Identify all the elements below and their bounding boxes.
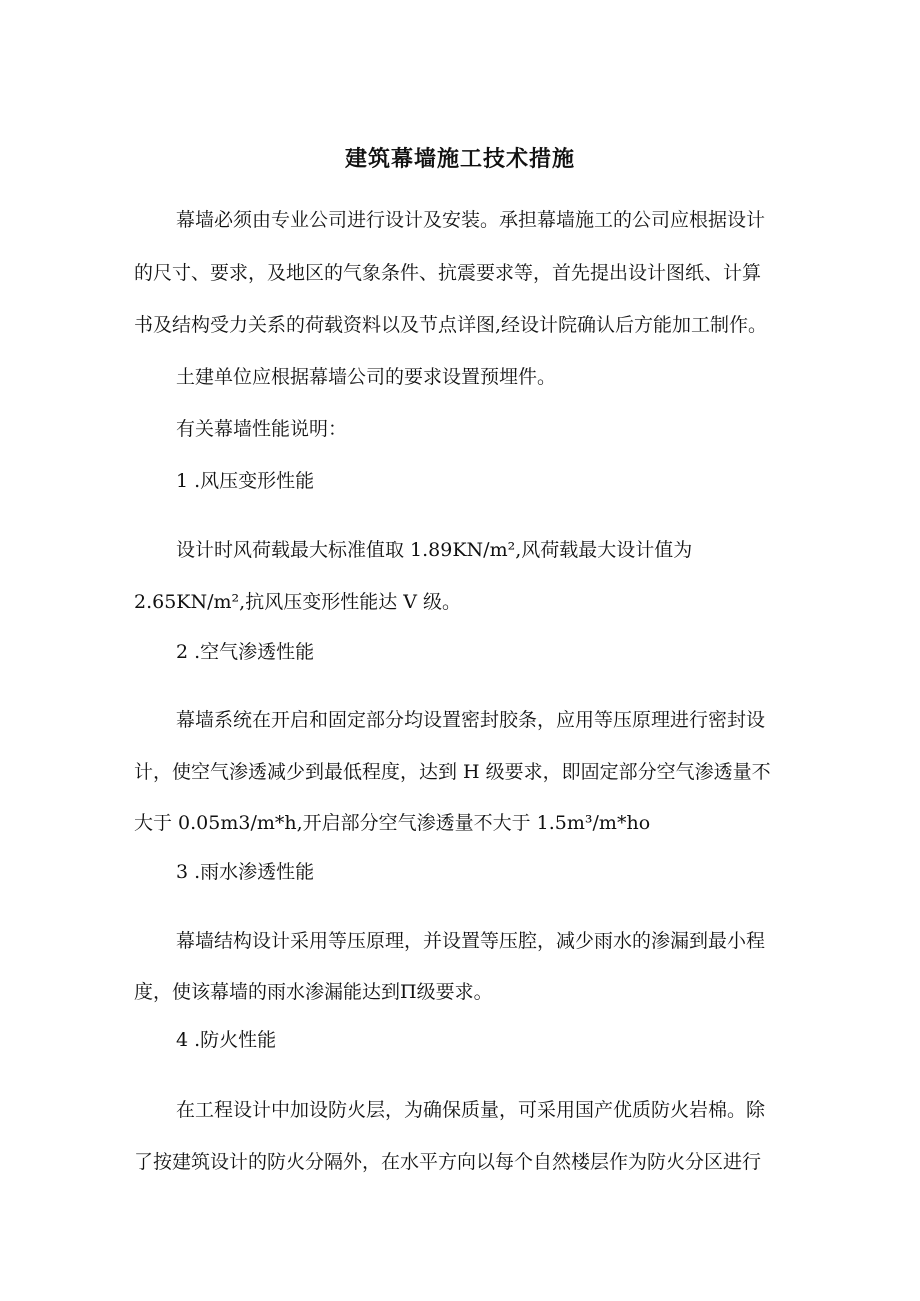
document-title: 建筑幕墙施工技术措施	[344, 147, 575, 172]
paragraph-line: 有关幕墙性能说明：	[176, 418, 348, 440]
paragraph-line: 大于 0.05m3∕m*h,开启部分空气渗透量不大于 1.5m³∕m*ho	[134, 812, 651, 834]
paragraph-line: 的尺寸、要求，及地区的气象条件、抗震要求等，首先提出设计图纸、计算	[134, 262, 762, 284]
paragraph-line: 度，使该幕墙的雨水渗漏能达到Π级要求。	[134, 981, 493, 1003]
paragraph-line: 在工程设计中加设防火层，为确保质量，可采用国产优质防火岩棉。除	[176, 1099, 766, 1121]
paragraph-line: 土建单位应根据幕墙公司的要求设置预埋件。	[176, 366, 557, 388]
section-heading: 4 .防火性能	[176, 1029, 277, 1051]
paragraph-line: 幕墙必须由专业公司进行设计及安装。承担幕墙施工的公司应根据设计	[176, 209, 766, 231]
paragraph-line: 幕墙结构设计采用等压原理，并设置等压腔，减少雨水的渗漏到最小程	[176, 930, 766, 952]
section-heading: 2 .空气渗透性能	[176, 641, 315, 663]
paragraph-line: 计，使空气渗透减少到最低程度，达到 H 级要求，即固定部分空气渗透量不	[134, 761, 771, 783]
section-heading: 1 .风压变形性能	[176, 470, 315, 492]
paragraph-line: 2.65KN∕m²,抗风压变形性能达 V 级。	[134, 591, 461, 613]
section-heading: 3 .雨水渗透性能	[176, 861, 315, 883]
paragraph-line: 幕墙系统在开启和固定部分均设置密封胶条，应用等压原理进行密封设	[176, 709, 766, 731]
paragraph-line: 书及结构受力关系的荷载资料以及节点详图,经设计院确认后方能加工制作。	[134, 314, 768, 336]
paragraph-line: 了按建筑设计的防火分隔外，在水平方向以每个自然楼层作为防火分区进行	[134, 1151, 762, 1173]
paragraph-line: 设计时风荷载最大标准值取 1.89KN∕m²,风荷载最大设计值为	[176, 539, 693, 561]
